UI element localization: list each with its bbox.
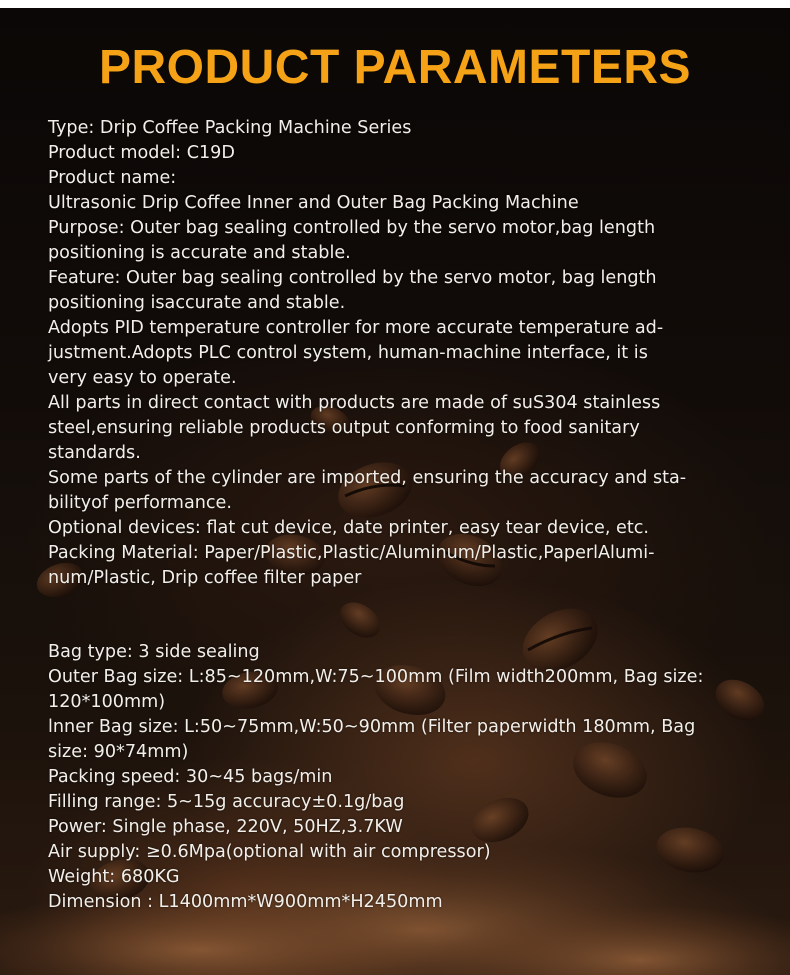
- page-title: PRODUCT PARAMETERS: [98, 41, 692, 94]
- description-line: Optional devices: flat cut device, date printer, easy tear device, etc.: [48, 518, 650, 538]
- specification-block: [48, 640, 753, 915]
- description-line: num/Plastic, Drip coffee filter paper: [48, 568, 362, 588]
- description-line: Some parts of the cylinder are imported, ensuring the accuracy and sta-: [48, 468, 687, 488]
- description-line: Type: Drip Coffee Packing Machine Series: [48, 118, 412, 138]
- description-block: [48, 116, 753, 591]
- description-line: bilityof performance.: [48, 493, 232, 513]
- description-line: Ultrasonic Drip Coffee Inner and Outer Bag Packing Machine: [48, 193, 579, 213]
- spec-line: Weight: 680KG: [48, 867, 180, 887]
- description-line: Product name:: [48, 168, 177, 188]
- spec-line: Outer Bag size: L:85~120mm,W:75~100mm (Film width200mm, Bag size:: [48, 667, 704, 687]
- spec-line: Filling range: 5~15g accuracy±0.1g/bag: [48, 792, 405, 812]
- spec-line: lnner Bag size: L:50~75mm,W:50~90mm (Filter paperwidth 180mm, Bag: [48, 717, 696, 737]
- top-white-strip: [0, 0, 790, 8]
- description-line: steel,ensuring reliable products output conforming to food sanitary: [48, 418, 640, 438]
- spec-line: Dimension : L1400mm*W900mm*H2450mm: [48, 892, 443, 912]
- description-line: Product model: C19D: [48, 143, 235, 163]
- description-line: standards.: [48, 443, 141, 463]
- description-line: Packing Material: Paper/Plastic,Plastic/Aluminum/Plastic,PaperlAlumi-: [48, 543, 655, 563]
- description-line: justment.Adopts PLC control system, human-machine interface, it is: [48, 343, 648, 363]
- description-line: very easy to operate.: [48, 368, 237, 388]
- spec-line: Power: Single phase, 220V, 50HZ,3.7KW: [48, 817, 403, 837]
- spec-line: Bag type: 3 side sealing: [48, 642, 260, 662]
- description-line: All parts in direct contact with products are made of suS304 stainless: [48, 393, 661, 413]
- spec-line: 120*100mm): [48, 692, 166, 712]
- description-line: Feature: Outer bag sealing controlled by the servo motor, bag length: [48, 268, 657, 288]
- description-line: positioning is accurate and stable.: [48, 243, 351, 263]
- description-line: Adopts PID temperature controller for more accurate temperature ad-: [48, 318, 664, 338]
- spec-line: Air supply: ≥0.6Mpa(optional with air compressor): [48, 842, 491, 862]
- description-line: Purpose: Outer bag sealing controlled by the servo motor,bag length: [48, 218, 656, 238]
- description-line: positioning isaccurate and stable.: [48, 293, 346, 313]
- spec-line: Packing speed: 30~45 bags/min: [48, 767, 333, 787]
- spec-line: size: 90*74mm): [48, 742, 189, 762]
